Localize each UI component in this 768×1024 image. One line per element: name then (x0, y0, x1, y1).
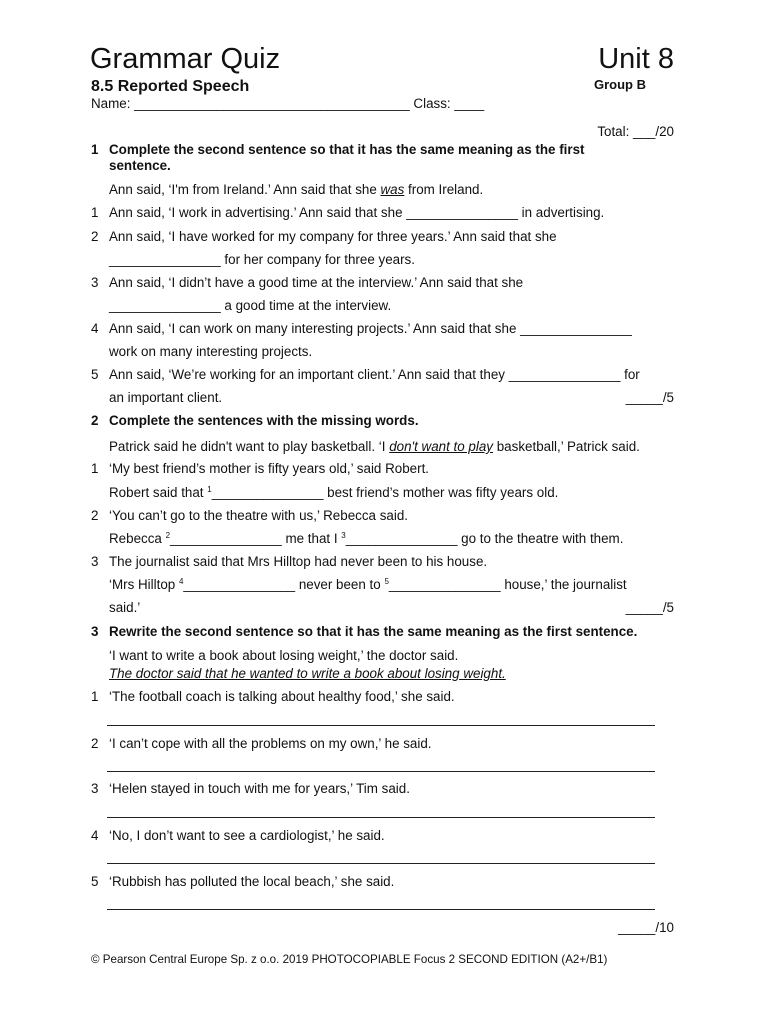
group-label: Group B (594, 77, 646, 92)
item-number: 3 (91, 554, 99, 569)
question-text: Rebecca $^2$_______________ me that I $^3$_______________ go to the theatre with them. (109, 531, 624, 546)
question-text: Robert said that $^1$_______________ best friend’s mother was fifty years old. (109, 485, 559, 500)
section-instruction: sentence. (109, 158, 171, 173)
example-answer: was (380, 182, 405, 197)
section-instruction: Rewrite the second sentence so that it has the same meaning as the first sentence. (109, 624, 638, 639)
item-number: 3 (91, 781, 99, 796)
name-class-line: Name: _____________________________________ Class: ____ (91, 96, 485, 111)
example-answer: don't want to play (389, 439, 494, 454)
total-score: Total: ___/20 (597, 124, 674, 139)
section-score: _____/5 (625, 390, 674, 405)
question-text: work on many interesting projects. (109, 344, 313, 359)
item-number: 5 (91, 874, 99, 889)
section-score: _____/10 (618, 920, 674, 935)
item-number: 1 (91, 205, 99, 220)
example-sentence: ‘I want to write a book about losing weight,’ the doctor said. (109, 648, 459, 663)
example-answer: The doctor said that he wanted to write a book about losing weight. (109, 666, 506, 681)
item-number: 2 (91, 229, 99, 244)
question-text: ‘Rubbish has polluted the local beach,’ she said. (109, 874, 395, 889)
question-text: The journalist said that Mrs Hilltop had never been to his house. (109, 554, 488, 569)
copyright-footer: © Pearson Central Europe Sp. z o.o. 2019 PHOTOCOPIABLE Focus 2 SECOND EDITION (A2+/B1) (91, 953, 608, 966)
question-text: Ann said, ‘I didn’t have a good time at the interview.’ Ann said that she (109, 275, 524, 290)
question-text: ‘Helen stayed in touch with me for years,’ Tim said. (109, 781, 410, 796)
quiz-title: Grammar Quiz (90, 43, 281, 75)
example-sentence: Patrick said he didn't want to play basketball. ‘I don't want to play basketball,’ Patrick said. (109, 439, 640, 454)
question-text: ‘Mrs Hilltop $^4$_______________ never been to $^5$_______________ house,’ the journalist (109, 577, 627, 592)
item-number: 2 (91, 736, 99, 751)
question-text: _______________ a good time at the interview. (109, 298, 392, 313)
section-number: 2 (91, 413, 99, 428)
question-text: ‘You can’t go to the theatre with us,’ Rebecca said. (109, 508, 408, 523)
question-text: ‘No, I don’t want to see a cardiologist,’ he said. (109, 828, 385, 843)
question-text: _______________ for her company for three years. (109, 252, 415, 267)
question-text: ‘My best friend’s mother is fifty years old,’ said Robert. (109, 461, 430, 476)
answer-line[interactable] (107, 725, 655, 726)
item-number: 4 (91, 321, 99, 336)
section-instruction: Complete the sentences with the missing words. (109, 413, 419, 428)
item-number: 5 (91, 367, 99, 382)
item-number: 4 (91, 828, 99, 843)
item-number: 2 (91, 508, 99, 523)
section-score: _____/5 (625, 600, 674, 615)
question-text: said.’ (109, 600, 141, 615)
section-instruction: Complete the second sentence so that it has the same meaning as the first (109, 142, 585, 157)
item-number: 1 (91, 461, 99, 476)
quiz-subtitle: 8.5 Reported Speech (91, 78, 250, 95)
section-number: 3 (91, 624, 99, 639)
question-text: Ann said, ‘I work in advertising.’ Ann said that she _______________ in advertising. (109, 205, 605, 220)
question-text: ‘The football coach is talking about healthy food,’ she said. (109, 689, 455, 704)
unit-label: Unit 8 (598, 43, 674, 75)
question-text: Ann said, ‘I can work on many interesting projects.’ Ann said that she _______________ (109, 321, 632, 336)
section-number: 1 (91, 142, 99, 157)
example-sentence: Ann said, ‘I'm from Ireland.’ Ann said that she was from Ireland. (109, 182, 484, 197)
answer-line[interactable] (107, 863, 655, 864)
question-text: Ann said, ‘We’re working for an important client.’ Ann said that they _______________ for (109, 367, 640, 382)
question-text: Ann said, ‘I have worked for my company for three years.’ Ann said that she (109, 229, 557, 244)
answer-line[interactable] (107, 909, 655, 910)
answer-line[interactable] (107, 771, 655, 772)
answer-line[interactable] (107, 817, 655, 818)
item-number: 3 (91, 275, 99, 290)
question-text: ‘I can’t cope with all the problems on my own,’ he said. (109, 736, 432, 751)
question-text: an important client. (109, 390, 223, 405)
item-number: 1 (91, 689, 99, 704)
